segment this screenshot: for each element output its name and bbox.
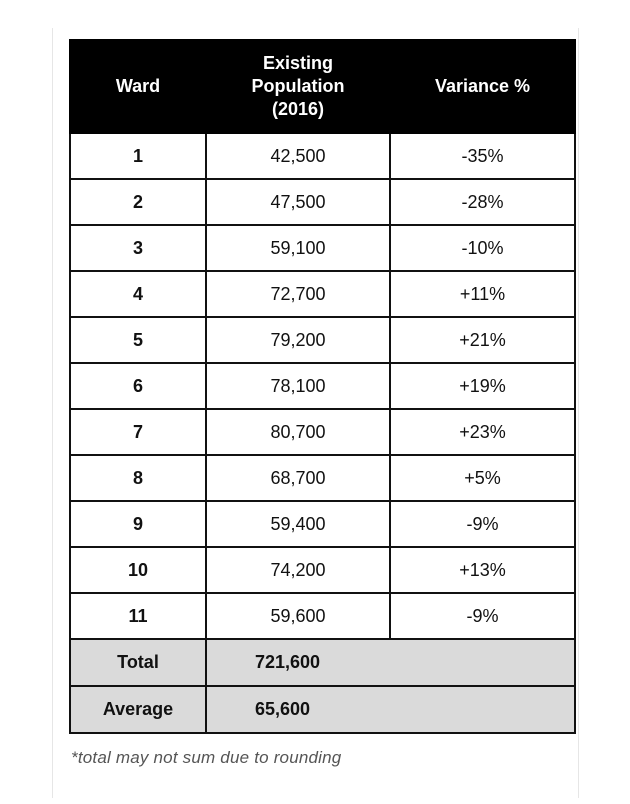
table-row [70, 317, 575, 363]
ward-population-table [69, 39, 576, 734]
page-frame-left-border [52, 28, 53, 798]
ward-number-cell: 8 [70, 455, 206, 501]
table-body [70, 133, 575, 733]
header-row [70, 40, 575, 133]
variance-cell: -10% [390, 225, 575, 271]
population-cell: 59,400 [206, 501, 390, 547]
table-row [70, 363, 575, 409]
population-cell: 59,600 [206, 593, 390, 639]
variance-cell: -28% [390, 179, 575, 225]
population-cell: 78,100 [206, 363, 390, 409]
variance-cell: +23% [390, 409, 575, 455]
variance-cell: -35% [390, 133, 575, 179]
ward-number-cell: 3 [70, 225, 206, 271]
header-ward: Ward [70, 40, 206, 133]
variance-cell: +5% [390, 455, 575, 501]
table-row [70, 271, 575, 317]
population-cell: 68,700 [206, 455, 390, 501]
average-label: Average [70, 686, 206, 733]
header-population-line-2: Population [251, 76, 345, 96]
table-row [70, 225, 575, 271]
variance-cell: +21% [390, 317, 575, 363]
ward-number-cell: 1 [70, 133, 206, 179]
table-row [70, 547, 575, 593]
population-cell: 74,200 [206, 547, 390, 593]
population-cell: 47,500 [206, 179, 390, 225]
header-population-line-1: Existing [262, 53, 333, 73]
ward-number-cell: 6 [70, 363, 206, 409]
ward-number-cell: 5 [70, 317, 206, 363]
population-cell: 72,700 [206, 271, 390, 317]
header-variance: Variance % [390, 40, 575, 133]
total-label: Total [70, 639, 206, 686]
variance-cell: +11% [390, 271, 575, 317]
population-cell: 59,100 [206, 225, 390, 271]
ward-number-cell: 2 [70, 179, 206, 225]
variance-cell: +19% [390, 363, 575, 409]
ward-number-cell: 9 [70, 501, 206, 547]
total-row [70, 639, 575, 686]
ward-number-cell: 11 [70, 593, 206, 639]
population-cell: 79,200 [206, 317, 390, 363]
table-row [70, 455, 575, 501]
table-row [70, 409, 575, 455]
page-frame-right-border [578, 28, 579, 798]
rounding-footnote: *total may not sum due to rounding [71, 748, 342, 767]
table-row [70, 179, 575, 225]
variance-cell: -9% [390, 593, 575, 639]
total-value: 721,600 [206, 639, 575, 686]
ward-number-cell: 7 [70, 409, 206, 455]
table-row [70, 133, 575, 179]
population-cell: 80,700 [206, 409, 390, 455]
ward-number-cell: 4 [70, 271, 206, 317]
variance-cell: +13% [390, 547, 575, 593]
header-population [206, 40, 390, 133]
average-row [70, 686, 575, 733]
table-header [70, 40, 575, 133]
population-cell: 42,500 [206, 133, 390, 179]
table-row [70, 501, 575, 547]
average-value: 65,600 [206, 686, 575, 733]
header-population-line-3: (2016) [271, 99, 325, 119]
ward-number-cell: 10 [70, 547, 206, 593]
variance-cell: -9% [390, 501, 575, 547]
table-row [70, 593, 575, 639]
